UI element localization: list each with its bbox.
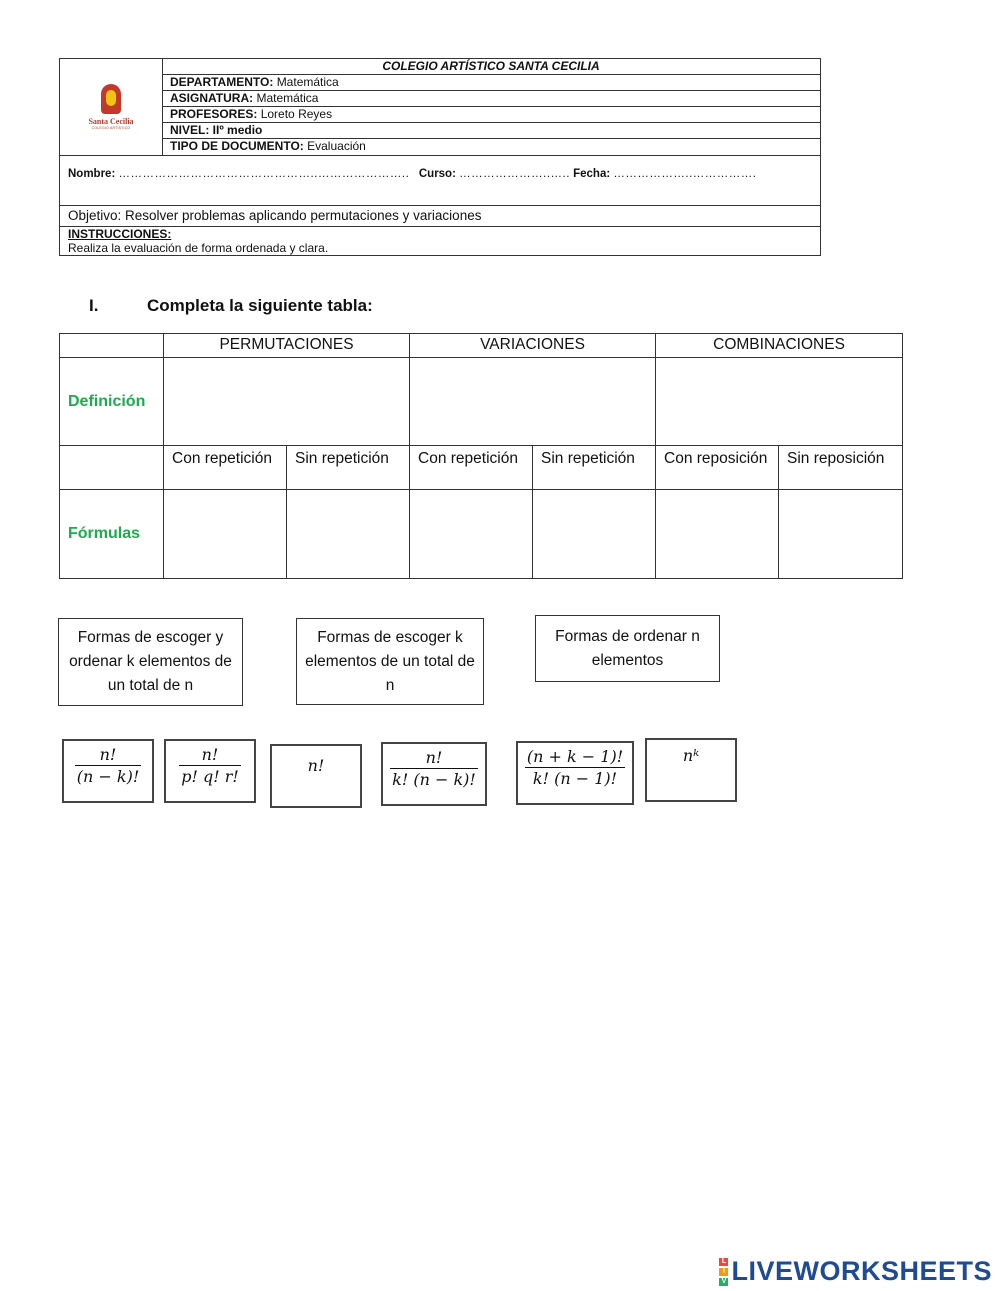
curso-field[interactable]: …………………..….. bbox=[459, 168, 570, 180]
section-title bbox=[89, 296, 373, 316]
description-card[interactable]: Formas de escoger k elementos de un total de n bbox=[296, 618, 484, 705]
sub-comb-con: Con reposición bbox=[656, 446, 779, 490]
instrucciones-text: Realiza la evaluación de forma ordenada y clara. bbox=[68, 241, 329, 255]
definicion-label: Definición bbox=[60, 358, 164, 446]
formula-numerator: n! bbox=[390, 748, 478, 769]
mark-letter: V bbox=[719, 1278, 728, 1286]
section-text: Completa la siguiente tabla: bbox=[147, 296, 373, 315]
instrucciones bbox=[60, 227, 828, 255]
formula-numerator: n! bbox=[179, 745, 241, 766]
formula-fraction bbox=[179, 745, 241, 786]
drop-formula-perm-sin[interactable] bbox=[287, 490, 410, 579]
tipo-value: Evaluación bbox=[307, 139, 366, 153]
drop-definicion-combinaciones[interactable] bbox=[656, 358, 903, 446]
profesores-value: Loreto Reyes bbox=[260, 107, 333, 121]
profesores-label: PROFESORES: bbox=[170, 107, 258, 121]
liveworksheets-logo-icon bbox=[719, 1257, 728, 1287]
formula-card[interactable] bbox=[62, 739, 154, 803]
formula-numerator: n! bbox=[75, 745, 142, 766]
logo-shield-icon bbox=[101, 84, 121, 114]
formula-card[interactable] bbox=[270, 744, 362, 808]
student-info-row bbox=[60, 155, 820, 206]
nombre-label: Nombre: bbox=[68, 168, 116, 180]
asignatura-value: Matemática bbox=[256, 91, 319, 105]
formula-card[interactable] bbox=[645, 738, 737, 802]
formulas-label: Fórmulas bbox=[60, 490, 164, 579]
school-title: COLEGIO ARTÍSTICO SANTA CECILIA bbox=[162, 59, 820, 75]
drop-formula-perm-con[interactable] bbox=[164, 490, 287, 579]
profesores-row bbox=[162, 107, 820, 123]
drop-definicion-permutaciones[interactable] bbox=[164, 358, 410, 446]
section-number: I. bbox=[89, 296, 99, 315]
formula-fraction bbox=[525, 747, 625, 788]
header-variaciones: VARIACIONES bbox=[410, 334, 656, 358]
fecha-field[interactable]: ………………..……………. bbox=[613, 168, 757, 180]
definicion-row bbox=[60, 358, 903, 446]
formulas-row bbox=[60, 490, 903, 579]
formula-denominator: (n − k)! bbox=[76, 767, 140, 786]
asignatura-row bbox=[162, 91, 820, 107]
formula-single: n! bbox=[307, 756, 325, 775]
asignatura-label: ASIGNATURA: bbox=[170, 91, 254, 105]
formula-single: nᵏ bbox=[682, 746, 700, 765]
subheader-row bbox=[60, 446, 903, 490]
drop-formula-comb-sin[interactable] bbox=[779, 490, 903, 579]
mark-letter: L bbox=[719, 1258, 728, 1266]
tipo-row bbox=[162, 139, 820, 155]
sub-var-sin: Sin repetición bbox=[533, 446, 656, 490]
description-card[interactable]: Formas de escoger y ordenar k elementos de un total de n bbox=[58, 618, 243, 706]
liveworksheets-brand bbox=[719, 1256, 992, 1287]
formula-card[interactable] bbox=[164, 739, 256, 803]
formula-card[interactable] bbox=[516, 741, 634, 805]
nivel-text: NIVEL: IIº medio bbox=[170, 123, 263, 137]
instrucciones-title: INSTRUCCIONES: bbox=[68, 227, 172, 241]
formula-card[interactable] bbox=[381, 742, 487, 806]
formula-denominator: k! (n − 1)! bbox=[532, 769, 618, 788]
formula-denominator: k! (n − k)! bbox=[392, 770, 476, 789]
logo-subtitle: COLEGIO ARTÍSTICO bbox=[91, 126, 131, 130]
sub-var-con: Con repetición bbox=[410, 446, 533, 490]
classification-table bbox=[59, 333, 903, 579]
objetivo-row: Objetivo: Resolver problemas aplicando permutaciones y variaciones bbox=[60, 206, 820, 227]
tipo-label: TIPO DE DOCUMENTO: bbox=[170, 139, 304, 153]
fecha-label: Fecha: bbox=[573, 168, 611, 180]
departamento-value: Matemática bbox=[276, 75, 339, 89]
departamento-label: DEPARTAMENTO: bbox=[170, 75, 274, 89]
formula-fraction bbox=[390, 748, 478, 789]
sub-comb-sin: Sin reposición bbox=[779, 446, 903, 490]
formula-numerator: (n + k − 1)! bbox=[526, 747, 624, 766]
logo-name: Santa Cecilia bbox=[88, 117, 134, 126]
header-permutaciones: PERMUTACIONES bbox=[164, 334, 410, 358]
drop-definicion-variaciones[interactable] bbox=[410, 358, 656, 446]
school-logo bbox=[60, 59, 163, 155]
subheader-empty bbox=[60, 446, 164, 490]
sub-perm-con: Con repetición bbox=[164, 446, 287, 490]
drop-formula-var-sin[interactable] bbox=[533, 490, 656, 579]
header-table bbox=[59, 58, 821, 256]
info-rows bbox=[162, 59, 820, 155]
nombre-field[interactable]: …………………………………………..………………….. bbox=[118, 168, 410, 180]
brand-text: LIVEWORKSHEETS bbox=[731, 1256, 992, 1286]
sub-perm-sin: Sin repetición bbox=[287, 446, 410, 490]
nivel-row bbox=[162, 123, 820, 139]
table-header-row bbox=[60, 334, 903, 358]
header-combinaciones: COMBINACIONES bbox=[656, 334, 903, 358]
formula-denominator: p! q! r! bbox=[181, 767, 239, 786]
curso-label: Curso: bbox=[418, 168, 456, 180]
drop-formula-var-con[interactable] bbox=[410, 490, 533, 579]
departamento-row bbox=[162, 75, 820, 91]
table-corner bbox=[60, 334, 164, 358]
mark-letter: I bbox=[719, 1268, 728, 1276]
description-card[interactable]: Formas de ordenar n elementos bbox=[535, 615, 720, 682]
formula-fraction bbox=[75, 745, 142, 786]
drop-formula-comb-con[interactable] bbox=[656, 490, 779, 579]
